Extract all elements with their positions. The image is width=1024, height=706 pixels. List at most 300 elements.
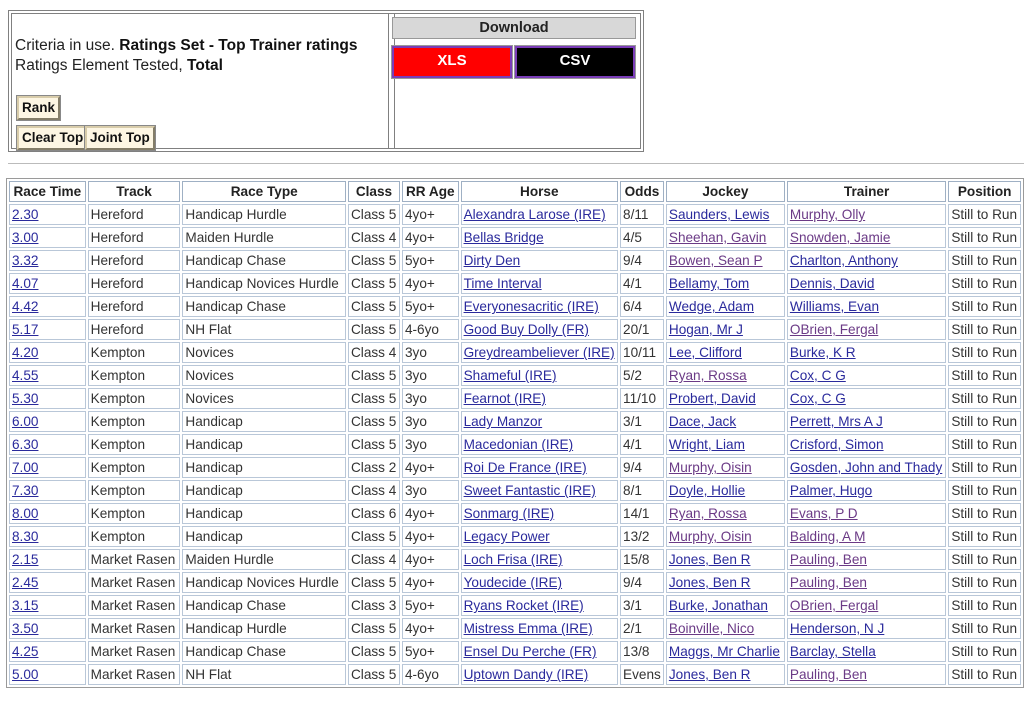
track-cell: Hereford <box>88 319 181 340</box>
trainer-cell <box>787 526 946 547</box>
horse-link[interactable]: Legacy Power <box>463 529 550 544</box>
jockey-link[interactable]: Bellamy, Tom <box>668 276 750 291</box>
race-type-cell: Maiden Hurdle <box>182 549 346 570</box>
trainer-link[interactable]: Palmer, Hugo <box>789 483 873 498</box>
horse-cell <box>461 595 618 616</box>
download-box <box>388 13 641 149</box>
horse-link[interactable]: Good Buy Dolly (FR) <box>463 322 589 337</box>
horse-cell <box>461 618 618 639</box>
horse-link[interactable]: Time Interval <box>463 276 542 291</box>
horse-link[interactable]: Fearnot (IRE) <box>463 391 546 406</box>
race-time-link[interactable]: 7.30 <box>12 483 39 498</box>
race-type-cell: Handicap Novices Hurdle <box>182 572 346 593</box>
table-row <box>9 273 1021 294</box>
table-row <box>9 595 1021 616</box>
horse-cell <box>461 296 618 317</box>
position-cell: Still to Run <box>948 296 1021 317</box>
trainer-cell <box>787 618 946 639</box>
horse-cell <box>461 480 618 501</box>
table-row <box>9 342 1021 363</box>
jockey-link[interactable]: Boinville, Nico <box>668 621 755 636</box>
trainer-cell <box>787 296 946 317</box>
trainer-link[interactable]: Snowden, Jamie <box>789 230 891 245</box>
race-time-cell <box>9 480 86 501</box>
horse-link[interactable]: Youdecide (IRE) <box>463 575 563 590</box>
jockey-link[interactable]: Wright, Liam <box>668 437 745 452</box>
rr-age-cell: 5yo+ <box>402 641 459 662</box>
rr-age-cell: 3yo <box>402 342 459 363</box>
jockey-link[interactable]: Ryan, Rossa <box>668 506 747 521</box>
race-time-link[interactable]: 4.25 <box>12 644 39 659</box>
jockey-cell <box>666 434 785 455</box>
ratings-set: Ratings Set - Top Trainer ratings <box>119 37 358 54</box>
horse-link[interactable]: Loch Frisa (IRE) <box>463 552 563 567</box>
jockey-cell <box>666 549 785 570</box>
class-cell: Class 5 <box>348 641 400 662</box>
race-time-cell <box>9 365 86 386</box>
race-type-cell: Novices <box>182 388 346 409</box>
race-type-cell: Novices <box>182 365 346 386</box>
odds-cell: 9/4 <box>620 572 664 593</box>
column-header: Race Type <box>182 181 346 202</box>
ratings-element: Total <box>187 57 223 74</box>
jockey-cell <box>666 342 785 363</box>
odds-cell: 10/11 <box>620 342 664 363</box>
table-header-row <box>9 181 1021 202</box>
odds-cell: 20/1 <box>620 319 664 340</box>
jockey-link[interactable]: Maggs, Mr Charlie <box>668 644 780 659</box>
race-time-cell <box>9 388 86 409</box>
track-cell: Market Rasen <box>88 618 181 639</box>
rr-age-cell: 4-6yo <box>402 664 459 685</box>
race-time-link[interactable]: 6.00 <box>12 414 39 429</box>
track-cell: Hereford <box>88 250 181 271</box>
odds-cell: 15/8 <box>620 549 664 570</box>
race-type-cell: Maiden Hurdle <box>182 227 346 248</box>
race-time-cell <box>9 572 86 593</box>
position-cell: Still to Run <box>948 572 1021 593</box>
horse-link[interactable]: Greydreambeliever (IRE) <box>463 345 615 360</box>
jockey-link[interactable]: Murphy, Oisin <box>668 529 752 544</box>
jockey-cell <box>666 641 785 662</box>
horse-link[interactable]: Sweet Fantastic (IRE) <box>463 483 596 498</box>
race-time-link[interactable]: 2.45 <box>12 575 39 590</box>
jockey-link[interactable]: Jones, Ben R <box>668 667 751 682</box>
race-time-cell <box>9 319 86 340</box>
rr-age-cell: 5yo+ <box>402 595 459 616</box>
jockey-cell <box>666 457 785 478</box>
position-cell: Still to Run <box>948 549 1021 570</box>
trainer-link[interactable]: Cox, C G <box>789 391 846 406</box>
horse-cell <box>461 365 618 386</box>
race-type-cell: Handicap <box>182 411 346 432</box>
class-cell: Class 5 <box>348 411 400 432</box>
horse-cell <box>461 273 618 294</box>
position-cell: Still to Run <box>948 273 1021 294</box>
race-type-cell: Handicap Chase <box>182 641 346 662</box>
odds-cell: 4/5 <box>620 227 664 248</box>
class-cell: Class 4 <box>348 342 400 363</box>
race-type-cell: Handicap <box>182 480 346 501</box>
position-cell: Still to Run <box>948 618 1021 639</box>
column-header: Jockey <box>666 181 785 202</box>
trainer-cell <box>787 227 946 248</box>
horse-cell <box>461 572 618 593</box>
race-type-cell: Handicap Chase <box>182 250 346 271</box>
jockey-cell <box>666 595 785 616</box>
column-header: Race Time <box>9 181 86 202</box>
class-cell: Class 5 <box>348 388 400 409</box>
race-time-cell <box>9 641 86 662</box>
table-row <box>9 480 1021 501</box>
race-time-link[interactable]: 4.07 <box>12 276 39 291</box>
trainer-link[interactable]: Henderson, N J <box>789 621 885 636</box>
rank-button[interactable]: Rank <box>17 96 60 120</box>
trainer-cell <box>787 434 946 455</box>
jockey-cell <box>666 388 785 409</box>
rr-age-cell: 4yo+ <box>402 526 459 547</box>
track-cell: Kempton <box>88 388 181 409</box>
rr-age-cell: 3yo <box>402 480 459 501</box>
odds-cell: 14/1 <box>620 503 664 524</box>
race-type-cell: Handicap Hurdle <box>182 204 346 225</box>
race-time-link[interactable]: 3.15 <box>12 598 39 613</box>
horse-cell <box>461 204 618 225</box>
table-row <box>9 434 1021 455</box>
horse-link[interactable]: Ensel Du Perche (FR) <box>463 644 597 659</box>
class-cell: Class 5 <box>348 204 400 225</box>
table-row <box>9 457 1021 478</box>
rr-age-cell: 4yo+ <box>402 273 459 294</box>
results-table-wrapper <box>6 178 1024 688</box>
rr-age-cell: 4yo+ <box>402 618 459 639</box>
odds-cell: 2/1 <box>620 618 664 639</box>
race-time-cell <box>9 227 86 248</box>
class-cell: Class 5 <box>348 664 400 685</box>
track-cell: Kempton <box>88 342 181 363</box>
jockey-link[interactable]: Lee, Clifford <box>668 345 742 360</box>
odds-cell: Evens <box>620 664 664 685</box>
class-cell: Class 5 <box>348 572 400 593</box>
horse-link[interactable]: Roi De France (IRE) <box>463 460 587 475</box>
trainer-cell <box>787 572 946 593</box>
horse-link[interactable]: Lady Manzor <box>463 414 543 429</box>
divider <box>8 163 1024 164</box>
trainer-link[interactable]: Dennis, David <box>789 276 875 291</box>
race-type-cell: NH Flat <box>182 319 346 340</box>
class-cell: Class 6 <box>348 503 400 524</box>
race-time-link[interactable]: 4.55 <box>12 368 39 383</box>
track-cell: Hereford <box>88 273 181 294</box>
jockey-cell <box>666 664 785 685</box>
class-cell: Class 5 <box>348 434 400 455</box>
trainer-link[interactable]: Pauling, Ben <box>789 575 867 590</box>
rr-age-cell: 4yo+ <box>402 503 459 524</box>
jockey-cell <box>666 227 785 248</box>
horse-cell <box>461 434 618 455</box>
race-type-cell: Handicap Hurdle <box>182 618 346 639</box>
horse-link[interactable]: Bellas Bridge <box>463 230 544 245</box>
column-header: Horse <box>461 181 618 202</box>
horse-cell <box>461 503 618 524</box>
jockey-link[interactable]: Bowen, Sean P <box>668 253 763 268</box>
jockey-cell <box>666 618 785 639</box>
track-cell: Market Rasen <box>88 595 181 616</box>
race-time-link[interactable]: 3.32 <box>12 253 39 268</box>
jockey-cell <box>666 204 785 225</box>
table-row <box>9 526 1021 547</box>
jockey-link[interactable]: Wedge, Adam <box>668 299 755 314</box>
csv-download-button[interactable]: CSV <box>515 46 635 78</box>
class-cell: Class 5 <box>348 365 400 386</box>
horse-link[interactable]: Dirty Den <box>463 253 521 268</box>
jockey-link[interactable]: Doyle, Hollie <box>668 483 746 498</box>
race-time-link[interactable]: 7.00 <box>12 460 39 475</box>
trainer-cell <box>787 204 946 225</box>
horse-cell <box>461 664 618 685</box>
class-cell: Class 5 <box>348 273 400 294</box>
trainer-cell <box>787 457 946 478</box>
race-type-cell: Handicap <box>182 526 346 547</box>
position-cell: Still to Run <box>948 342 1021 363</box>
trainer-link[interactable]: Charlton, Anthony <box>789 253 898 268</box>
position-cell: Still to Run <box>948 503 1021 524</box>
rr-age-cell: 3yo <box>402 388 459 409</box>
trainer-cell <box>787 595 946 616</box>
class-cell: Class 5 <box>348 319 400 340</box>
class-cell: Class 2 <box>348 457 400 478</box>
track-cell: Market Rasen <box>88 572 181 593</box>
race-time-link[interactable]: 3.00 <box>12 230 39 245</box>
trainer-link[interactable]: OBrien, Fergal <box>789 322 879 337</box>
horse-link[interactable]: Macedonian (IRE) <box>463 437 574 452</box>
trainer-link[interactable]: Gosden, John and Thady <box>789 460 943 475</box>
race-time-link[interactable]: 5.00 <box>12 667 39 682</box>
trainer-cell <box>787 480 946 501</box>
odds-cell: 13/2 <box>620 526 664 547</box>
rr-age-cell: 5yo+ <box>402 250 459 271</box>
rr-age-cell: 4yo+ <box>402 457 459 478</box>
trainer-link[interactable]: Perrett, Mrs A J <box>789 414 883 429</box>
position-cell: Still to Run <box>948 664 1021 685</box>
position-cell: Still to Run <box>948 227 1021 248</box>
table-row <box>9 296 1021 317</box>
horse-link[interactable]: Uptown Dandy (IRE) <box>463 667 589 682</box>
race-time-link[interactable]: 3.50 <box>12 621 39 636</box>
race-type-cell: Handicap Chase <box>182 595 346 616</box>
horse-link[interactable]: Ryans Rocket (IRE) <box>463 598 584 613</box>
trainer-link[interactable]: Cox, C G <box>789 368 846 383</box>
trainer-link[interactable]: Crisford, Simon <box>789 437 884 452</box>
trainer-link[interactable]: Burke, K R <box>789 345 856 360</box>
race-time-cell <box>9 342 86 363</box>
jockey-cell <box>666 365 785 386</box>
horse-cell <box>461 342 618 363</box>
race-type-cell: Handicap Chase <box>182 296 346 317</box>
jockey-cell <box>666 319 785 340</box>
race-time-link[interactable]: 5.17 <box>12 322 39 337</box>
jockey-link[interactable]: Dace, Jack <box>668 414 737 429</box>
jockey-link[interactable]: Sheehan, Gavin <box>668 230 767 245</box>
odds-cell: 5/2 <box>620 365 664 386</box>
horse-cell <box>461 319 618 340</box>
class-cell: Class 5 <box>348 296 400 317</box>
trainer-link[interactable]: Evans, P D <box>789 506 858 521</box>
table-row <box>9 319 1021 340</box>
table-row <box>9 618 1021 639</box>
odds-cell: 13/8 <box>620 641 664 662</box>
horse-cell <box>461 388 618 409</box>
jockey-link[interactable]: Burke, Jonathan <box>668 598 768 613</box>
position-cell: Still to Run <box>948 526 1021 547</box>
horse-cell <box>461 250 618 271</box>
race-type-cell: Handicap <box>182 457 346 478</box>
jockey-cell <box>666 526 785 547</box>
position-cell: Still to Run <box>948 595 1021 616</box>
jockey-link[interactable]: Ryan, Rossa <box>668 368 747 383</box>
horse-cell <box>461 411 618 432</box>
horse-cell <box>461 526 618 547</box>
column-header: Position <box>948 181 1021 202</box>
odds-cell: 9/4 <box>620 250 664 271</box>
odds-cell: 8/11 <box>620 204 664 225</box>
class-cell: Class 3 <box>348 595 400 616</box>
trainer-cell <box>787 250 946 271</box>
track-cell: Hereford <box>88 227 181 248</box>
race-time-cell <box>9 273 86 294</box>
table-row <box>9 641 1021 662</box>
track-cell: Market Rasen <box>88 641 181 662</box>
position-cell: Still to Run <box>948 411 1021 432</box>
trainer-cell <box>787 319 946 340</box>
rr-age-cell: 4-6yo <box>402 319 459 340</box>
trainer-link[interactable]: Barclay, Stella <box>789 644 876 659</box>
trainer-link[interactable]: Pauling, Ben <box>789 667 867 682</box>
trainer-link[interactable]: Murphy, Olly <box>789 207 866 222</box>
odds-cell: 3/1 <box>620 411 664 432</box>
criteria-text <box>15 36 358 76</box>
clear-top-button[interactable]: Clear Top <box>17 126 88 150</box>
race-time-link[interactable]: 8.30 <box>12 529 39 544</box>
race-type-cell: Novices <box>182 342 346 363</box>
horse-link[interactable]: Everyonesacritic (IRE) <box>463 299 599 314</box>
position-cell: Still to Run <box>948 434 1021 455</box>
trainer-link[interactable]: Balding, A M <box>789 529 866 544</box>
rr-age-cell: 5yo+ <box>402 296 459 317</box>
rr-age-cell: 3yo <box>402 411 459 432</box>
horse-link[interactable]: Alexandra Larose (IRE) <box>463 207 606 222</box>
position-cell: Still to Run <box>948 319 1021 340</box>
criteria-box <box>11 13 395 149</box>
horse-link[interactable]: Sonmarg (IRE) <box>463 506 555 521</box>
horse-link[interactable]: Shameful (IRE) <box>463 368 557 383</box>
odds-cell: 9/4 <box>620 457 664 478</box>
table-row <box>9 503 1021 524</box>
column-header: Odds <box>620 181 664 202</box>
race-time-cell <box>9 296 86 317</box>
jockey-link[interactable]: Murphy, Oisin <box>668 460 752 475</box>
table-row <box>9 388 1021 409</box>
class-cell: Class 4 <box>348 227 400 248</box>
jockey-link[interactable]: Jones, Ben R <box>668 552 751 567</box>
trainer-cell <box>787 342 946 363</box>
class-cell: Class 5 <box>348 526 400 547</box>
trainer-cell <box>787 549 946 570</box>
table-row <box>9 664 1021 685</box>
race-time-cell <box>9 457 86 478</box>
criteria-prefix: Criteria in use. <box>15 37 115 54</box>
trainer-link[interactable]: OBrien, Fergal <box>789 598 879 613</box>
horse-cell <box>461 641 618 662</box>
rr-age-cell: 3yo <box>402 434 459 455</box>
position-cell: Still to Run <box>948 365 1021 386</box>
horse-link[interactable]: Mistress Emma (IRE) <box>463 621 593 636</box>
trainer-cell <box>787 641 946 662</box>
race-time-link[interactable]: 4.20 <box>12 345 39 360</box>
odds-cell: 3/1 <box>620 595 664 616</box>
track-cell: Market Rasen <box>88 664 181 685</box>
race-time-link[interactable]: 2.15 <box>12 552 39 567</box>
race-time-cell <box>9 204 86 225</box>
race-time-link[interactable]: 2.30 <box>12 207 39 222</box>
jockey-link[interactable]: Jones, Ben R <box>668 575 751 590</box>
race-time-cell <box>9 549 86 570</box>
race-time-link[interactable]: 8.00 <box>12 506 39 521</box>
xls-download-button[interactable]: XLS <box>392 46 512 78</box>
track-cell: Kempton <box>88 457 181 478</box>
class-cell: Class 5 <box>348 250 400 271</box>
trainer-cell <box>787 388 946 409</box>
odds-cell: 11/10 <box>620 388 664 409</box>
race-time-cell <box>9 434 86 455</box>
track-cell: Kempton <box>88 365 181 386</box>
column-header: Class <box>348 181 400 202</box>
table-row <box>9 572 1021 593</box>
trainer-link[interactable]: Pauling, Ben <box>789 552 867 567</box>
jockey-link[interactable]: Probert, David <box>668 391 756 406</box>
trainer-link[interactable]: Williams, Evan <box>789 299 880 314</box>
track-cell: Hereford <box>88 296 181 317</box>
race-type-cell: Handicap Novices Hurdle <box>182 273 346 294</box>
track-cell: Market Rasen <box>88 549 181 570</box>
position-cell: Still to Run <box>948 457 1021 478</box>
race-time-link[interactable]: 4.42 <box>12 299 39 314</box>
table-row <box>9 365 1021 386</box>
race-type-cell: NH Flat <box>182 664 346 685</box>
horse-cell <box>461 227 618 248</box>
horse-cell <box>461 457 618 478</box>
table-row <box>9 250 1021 271</box>
race-time-link[interactable]: 5.30 <box>12 391 39 406</box>
race-time-cell <box>9 526 86 547</box>
table-row <box>9 227 1021 248</box>
class-cell: Class 4 <box>348 480 400 501</box>
race-time-link[interactable]: 6.30 <box>12 437 39 452</box>
joint-top-button[interactable]: Joint Top <box>85 126 155 150</box>
jockey-link[interactable]: Hogan, Mr J <box>668 322 743 337</box>
table-row <box>9 204 1021 225</box>
odds-cell: 6/4 <box>620 296 664 317</box>
position-cell: Still to Run <box>948 204 1021 225</box>
rr-age-cell: 4yo+ <box>402 227 459 248</box>
race-type-cell: Handicap <box>182 434 346 455</box>
class-cell: Class 5 <box>348 618 400 639</box>
rr-age-cell: 4yo+ <box>402 204 459 225</box>
table-row <box>9 411 1021 432</box>
race-time-cell <box>9 595 86 616</box>
jockey-link[interactable]: Saunders, Lewis <box>668 207 770 222</box>
position-cell: Still to Run <box>948 641 1021 662</box>
